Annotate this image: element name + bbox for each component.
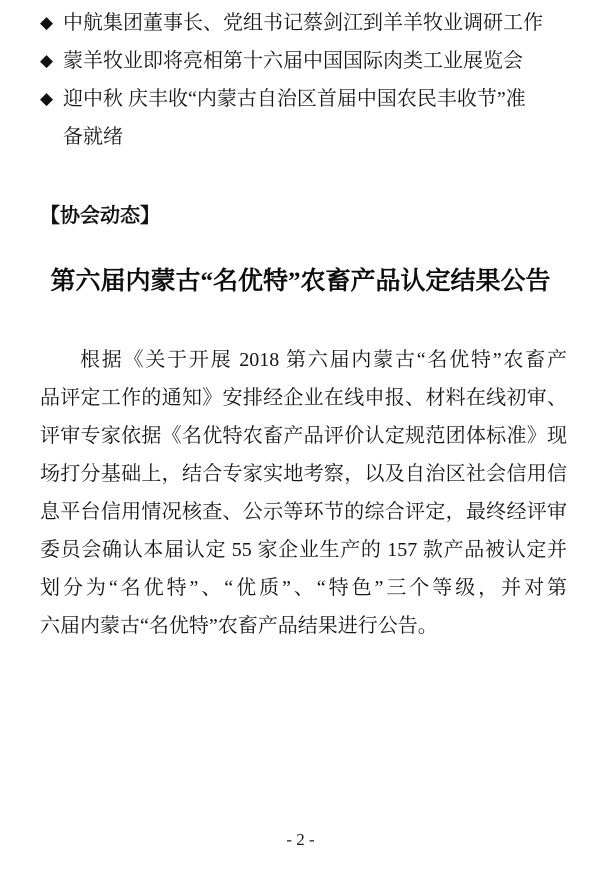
bulletin-line: 迎中秋 庆丰收“内蒙古自治区首届中国农民丰收节”准 <box>63 88 526 110</box>
paragraph-line: 评审专家依据《名优特农畜产品评价认定规范团体标准》现 <box>40 425 567 447</box>
paragraph-line: 场打分基础上，结合专家实地考察，以及自治区社会信用信 <box>40 463 567 485</box>
bulletin-item <box>40 42 567 80</box>
diamond-bullet-icon: ◆ <box>40 89 54 108</box>
paragraph-line: 划分为“名优特”、“优质”、“特色”三个等级，并对第 <box>40 577 567 599</box>
page-number: - 2 - <box>286 830 315 849</box>
paragraph-line: 六届内蒙古“名优特”农畜产品结果进行公告。 <box>40 615 438 637</box>
paragraph-line: 品评定工作的通知》安排经企业在线申报、材料在线初审、 <box>40 387 567 409</box>
bulletin-text <box>63 42 567 80</box>
section-header: 【协会动态】 <box>40 205 160 227</box>
article-body <box>40 341 567 645</box>
bulletin-line: 中航集团董事长、党组书记蔡剑江到羊羊牧业调研工作 <box>63 12 543 34</box>
paragraph-line: 根据《关于开展 2018 第六届内蒙古“名优特”农畜产 <box>80 349 567 371</box>
bulletin-text <box>63 80 567 156</box>
bulletin-line: 蒙羊牧业即将亮相第十六届中国国际肉类工业展览会 <box>63 50 523 72</box>
bulletin-list <box>40 4 567 156</box>
bulletin-item <box>40 4 567 42</box>
bulletin-item <box>40 80 567 156</box>
paragraph-line: 息平台信用情况核查、公示等环节的综合评定，最终经评审 <box>40 501 567 523</box>
diamond-bullet-icon: ◆ <box>40 51 54 70</box>
bulletin-text <box>63 4 567 42</box>
diamond-bullet-icon: ◆ <box>40 13 54 32</box>
article-title: 第六届内蒙古“名优特”农畜产品认定结果公告 <box>50 268 551 295</box>
bulletin-line: 备就绪 <box>63 126 123 148</box>
paragraph-line: 委员会确认本届认定 55 家企业生产的 157 款产品被认定并 <box>40 539 567 561</box>
